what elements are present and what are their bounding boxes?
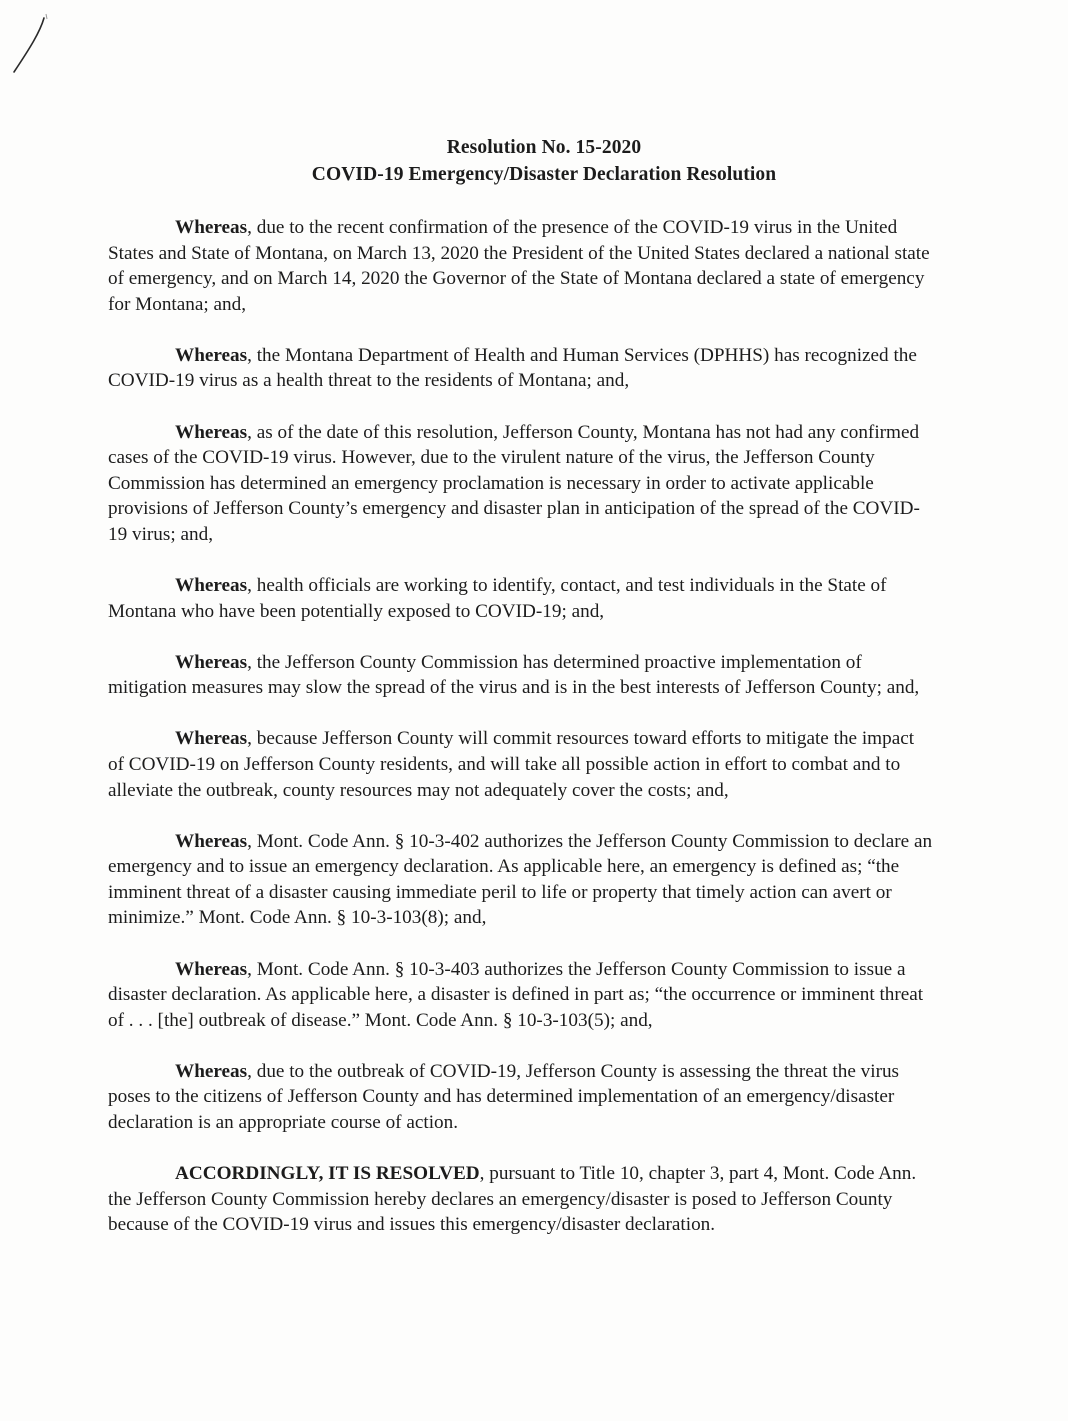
paragraph-text: , due to the recent confirmation of the presence of the COVID-19 virus in the United States and State of Montana, on March 13, 2020 the President of the United States declared a national state of emergency, and on March 14, 2020 the Governor of the State of Montana declared a state of emergency for Montana; and, [108,217,930,315]
paragraph-lead: Whereas [175,958,248,980]
paragraph-text: , because Jefferson County will commit resources toward efforts to mitigate the impact of COVID-19 on Jefferson County residents, and will take all possible action in effort to combat and to alleviate the outbreak, county resources may not adequately cover the costs; and, [108,728,915,801]
paragraph-text: , as of the date of this resolution, Jefferson County, Montana has not had any confirmed cases of the COVID-19 virus. However, due to the virulent nature of the virus, the Jefferson County Commission has determined an emergency proclamation is necessary in order to activate applicable provisions of Jefferson County’s emergency and disaster plan in anticipation of the spread of the COVID-19 virus; and, [108,421,920,545]
paragraph-lead: Whereas [175,651,248,673]
whereas-paragraph [108,573,933,624]
resolution-subtitle: COVID-19 Emergency/Disaster Declaration Resolution [311,164,777,185]
whereas-paragraph [108,343,933,394]
paragraph-lead: Whereas [175,1060,248,1082]
paragraph-text: , the Jefferson County Commission has determined proactive implementation of mitigation measures may slow the spread of the virus and is in the best interests of Jefferson County; and, [108,651,920,699]
paragraph-lead: ACCORDINGLY, IT IS RESOLVED [175,1163,480,1185]
paragraph-text: , Mont. Code Ann. § 10-3-402 authorizes the Jefferson County Commission to declare an emergency and to issue an emergency declaration. As applicable here, an emergency is defined as; “the imminent threat of a disaster causing immediate peril to life or property that timely action can avert or minimize.” Mont. Code Ann. § 10-3-103(8); and, [108,830,933,929]
title-block [0,134,1068,188]
paragraph-lead: Whereas [175,217,248,238]
paragraph-lead: Whereas [175,344,248,366]
whereas-paragraph [108,829,933,931]
paragraph-text: , Mont. Code Ann. § 10-3-403 authorizes the Jefferson County Commission to issue a disaster declaration. As applicable here, a disaster is defined in part as; “the occurrence or imminent threat of . . . [the] outbreak of disease.” Mont. Code Ann. § 10-3-103(5); and, [108,958,924,1031]
whereas-paragraph [108,726,933,803]
paragraph-text: , health officials are working to identify, contact, and test individuals in the State of Montana who have been potentially exposed to COVID-19; and, [108,575,887,622]
whereas-paragraph [108,420,933,548]
paragraph-text: , due to the outbreak of COVID-19, Jefferson County is assessing the threat the virus poses to the citizens of Jefferson County and has determined implementation of an emergency/disaster declaration is an appropriate course of action. [108,1060,900,1134]
whereas-paragraph [108,1059,933,1136]
paragraph-lead: Whereas [175,728,248,750]
paragraph-lead: Whereas [175,575,248,597]
resolution-body [108,215,933,1263]
paragraph-lead: Whereas [175,421,248,443]
paragraph-text: , the Montana Department of Health and Human Services (DPHHS) has recognized the COVID-19 virus as a health threat to the residents of Montana; and, [108,344,917,392]
paragraph-lead: Whereas [175,830,248,852]
whereas-paragraph [108,215,933,317]
resolved-paragraph [108,1161,933,1238]
whereas-paragraph [108,650,933,701]
resolution-title: Resolution No. 15-2020 [446,137,642,158]
paragraph-text: , pursuant to Title 10, chapter 3, part 4, Mont. Code Ann. the Jefferson County Commission hereby declares an emergency/disaster is posed to Jefferson County because of the COVID-19 virus and issues this emergency/disaster declaration. [108,1163,917,1236]
pen-mark-icon [6,10,56,80]
whereas-paragraph [108,957,933,1034]
